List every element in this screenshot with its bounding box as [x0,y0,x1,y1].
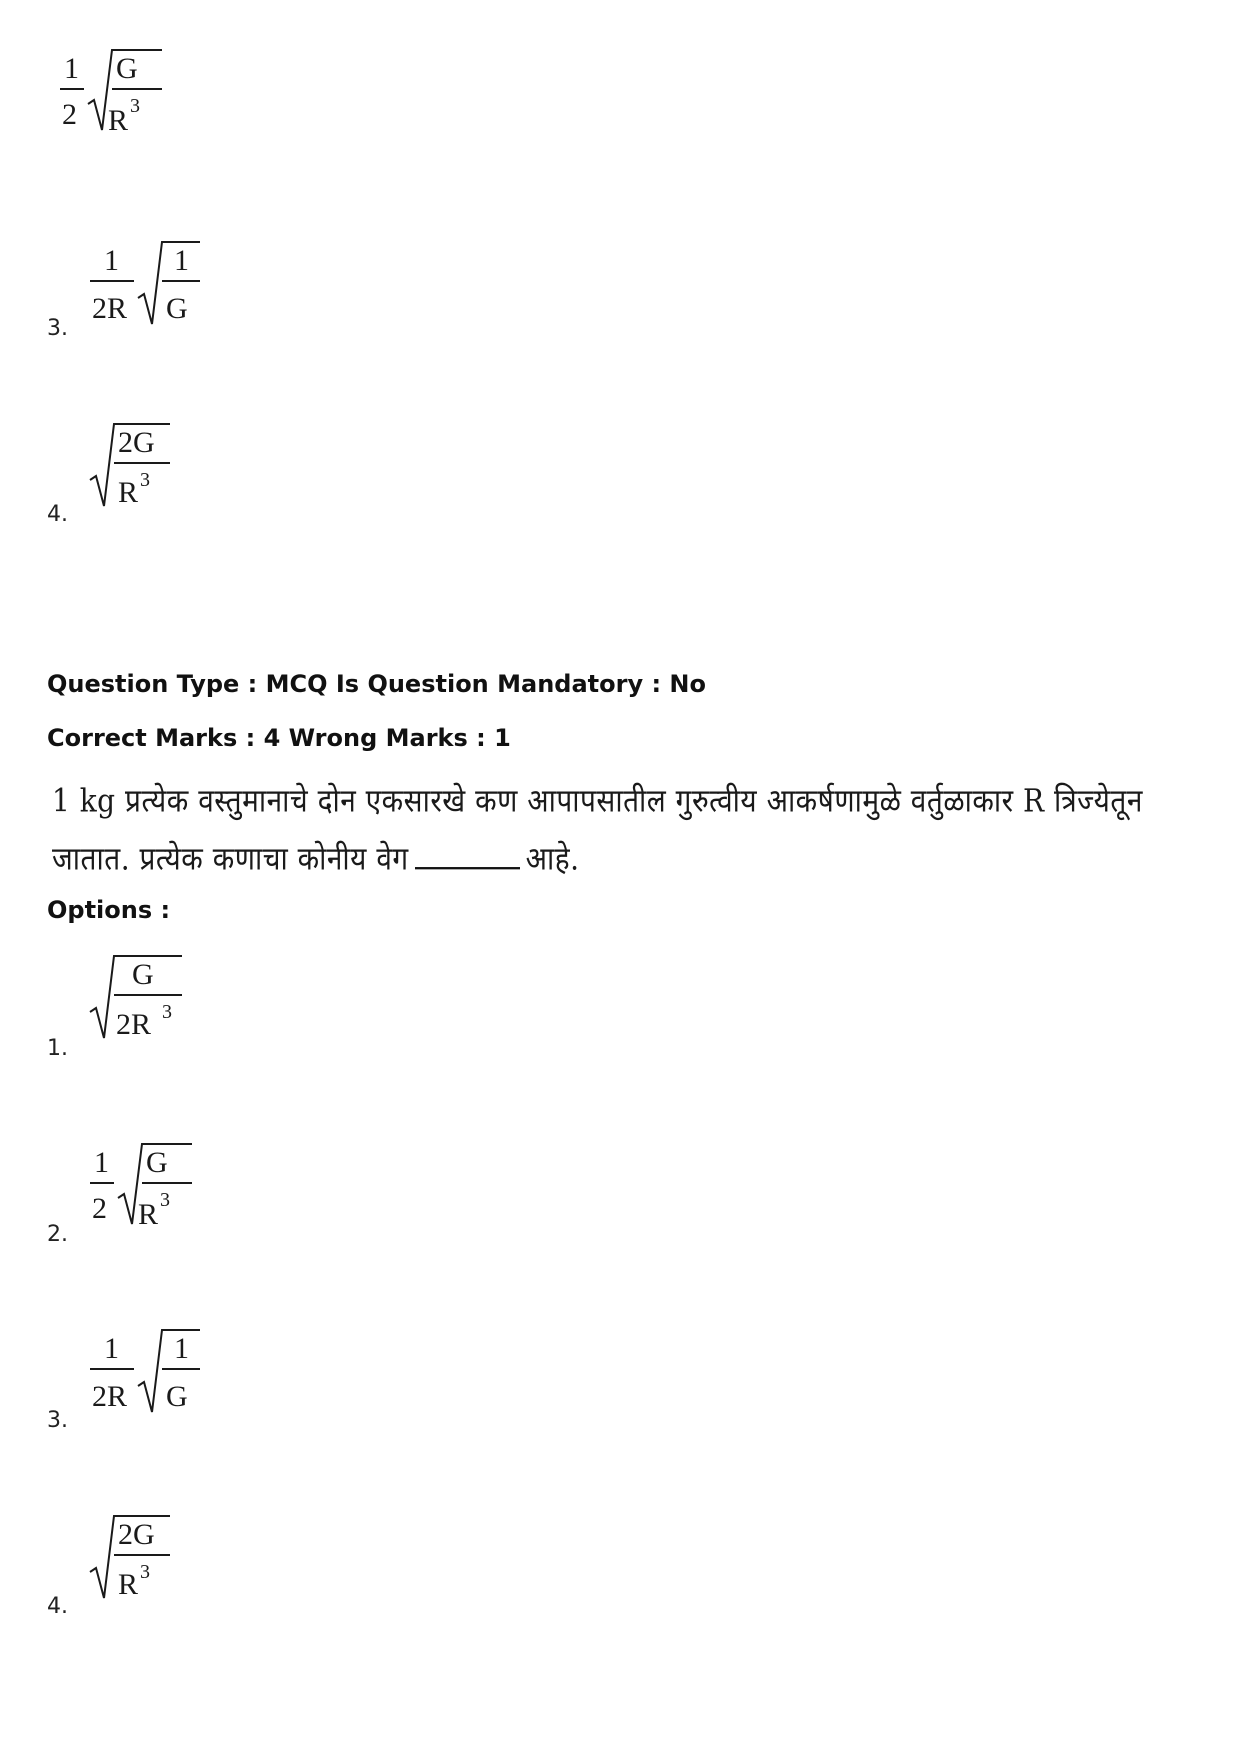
question-marks-line: Correct Marks : 4 Wrong Marks : 1 [47,724,511,752]
option-number-2: 2. [47,1222,68,1247]
svg-text:R: R [138,1198,159,1231]
question-text-line-1: 1 kg प्रत्येक वस्तुमानाचे दोन एकसारखे कण आपापसातील गुरुत्वीय आकर्षणामुळे वर्तुळाकार R त्रिज्येतून [52,781,1143,820]
svg-text:R: R [118,476,139,509]
svg-text:3: 3 [140,469,150,491]
svg-text:1: 1 [64,52,79,85]
svg-text:3: 3 [160,1189,170,1211]
svg-text:2G: 2G [118,1518,155,1551]
formula-sqrt-2g-over-r3-option [88,1510,178,1606]
option-number-1: 1. [47,1036,68,1061]
option-4[interactable] [88,1510,178,1610]
formula-sqrt-g-over-2r3 [88,950,188,1046]
top-option-3 [88,236,208,336]
formula-one-over-2r-sqrt-one-over-g [88,236,208,332]
svg-text:2G: 2G [118,426,155,459]
svg-text:1: 1 [104,244,119,277]
formula-one-over-2r-sqrt-one-over-g-option [88,1324,208,1420]
svg-text:1: 1 [104,1332,119,1365]
option-number-3: 3. [47,1408,68,1433]
question-text-line-2-start: जातात. प्रत्येक कणाचा कोनीय वेग [52,839,409,878]
svg-text:2R: 2R [116,1008,152,1041]
top-option-number-3: 3. [47,316,68,341]
svg-text:1: 1 [94,1146,109,1179]
svg-text:G: G [146,1146,168,1179]
formula-half-sqrt-g-over-r3 [58,44,168,140]
svg-text:R: R [108,104,129,137]
question-type-line: Question Type : MCQ Is Question Mandatory : No [47,670,706,698]
svg-text:1: 1 [174,1332,189,1365]
top-option-number-4: 4. [47,502,68,527]
svg-text:2R: 2R [92,1380,128,1413]
svg-text:3: 3 [130,95,140,117]
top-option-a [58,44,168,144]
svg-text:G: G [132,958,154,991]
answer-blank [415,844,520,869]
svg-text:G: G [166,1380,188,1413]
option-number-4: 4. [47,1594,68,1619]
svg-text:3: 3 [140,1561,150,1583]
svg-text:2R: 2R [92,292,128,325]
svg-text:2: 2 [92,1192,107,1225]
svg-text:G: G [166,292,188,325]
option-3[interactable] [88,1324,208,1424]
question-text-line-2 [52,836,580,880]
formula-half-sqrt-g-over-r3-option [88,1138,198,1234]
option-1[interactable] [88,950,188,1050]
formula-sqrt-2g-over-r3 [88,418,178,514]
option-2[interactable] [88,1138,198,1238]
svg-text:1: 1 [174,244,189,277]
options-label: Options : [47,896,171,924]
question-text-line-2-end: आहे. [525,839,580,878]
top-option-4 [88,418,178,518]
svg-text:2: 2 [62,98,77,131]
svg-text:R: R [118,1568,139,1601]
svg-text:G: G [116,52,138,85]
svg-text:3: 3 [162,1001,172,1023]
